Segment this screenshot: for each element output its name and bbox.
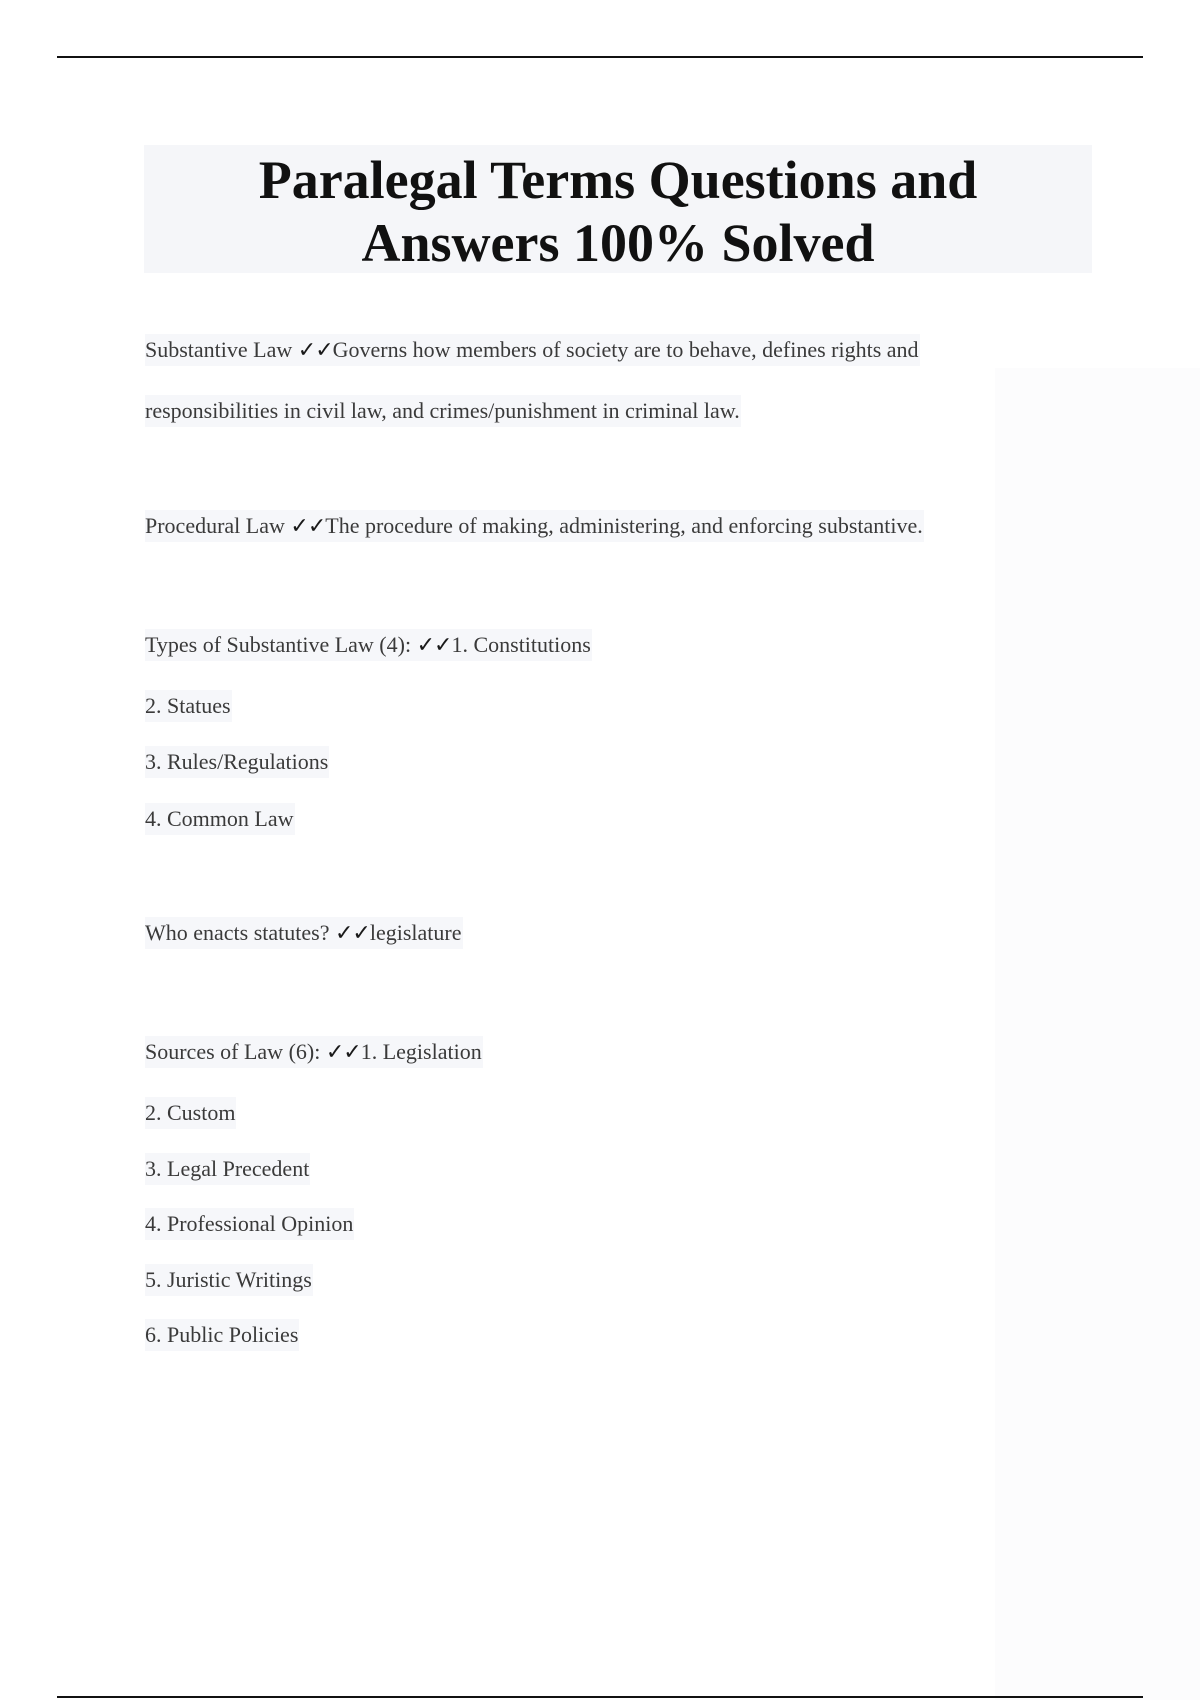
- page-title: [144, 145, 1092, 275]
- qa-entry-procedural-law: [145, 510, 924, 542]
- term: Sources of Law (6):: [145, 1039, 321, 1064]
- answer-text: The procedure of making, administering, and enforcing substantive.: [325, 513, 923, 538]
- list-item: 6. Public Policies: [145, 1319, 299, 1351]
- list-item: 3. Legal Precedent: [145, 1153, 310, 1185]
- page-shading: [995, 368, 1200, 1700]
- qa-entry-substantive-law: [145, 334, 920, 366]
- title-block: [144, 145, 1092, 273]
- list-item: 4. Professional Opinion: [145, 1208, 354, 1240]
- list-item: 4. Common Law: [145, 803, 295, 835]
- answer-continuation: [145, 395, 741, 427]
- top-rule: [57, 56, 1143, 58]
- term: Types of Substantive Law (4):: [145, 632, 412, 657]
- bottom-rule: [57, 1696, 1143, 1698]
- answer-text: responsibilities in civil law, and crimes/punishment in criminal law.: [145, 398, 740, 423]
- answer-text: Governs how members of society are to behave, defines rights and: [332, 337, 919, 362]
- check-marks-icon: ✓✓: [290, 513, 326, 538]
- check-marks-icon: ✓✓: [416, 632, 452, 657]
- list-item: 2. Custom: [145, 1097, 236, 1129]
- term: Procedural Law: [145, 513, 285, 538]
- answer-text: legislature: [369, 920, 462, 945]
- title-line-2: Answers 100% Solved: [361, 213, 875, 273]
- qa-entry-types-of-substantive-law: [145, 629, 592, 661]
- qa-entry-who-enacts-statutes: [145, 917, 463, 949]
- list-item: 2. Statues: [145, 690, 232, 722]
- check-marks-icon: ✓✓: [325, 1039, 361, 1064]
- list-item: 5. Juristic Writings: [145, 1264, 313, 1296]
- term: Who enacts statutes?: [145, 920, 330, 945]
- list-item: 1. Constitutions: [451, 632, 591, 657]
- list-item: 1. Legislation: [360, 1039, 482, 1064]
- check-marks-icon: ✓✓: [335, 920, 370, 945]
- title-line-1: Paralegal Terms Questions and: [258, 150, 978, 210]
- check-marks-icon: ✓✓: [297, 337, 333, 362]
- list-item: 3. Rules/Regulations: [145, 746, 329, 778]
- term: Substantive Law: [145, 337, 293, 362]
- qa-entry-sources-of-law: [145, 1036, 483, 1068]
